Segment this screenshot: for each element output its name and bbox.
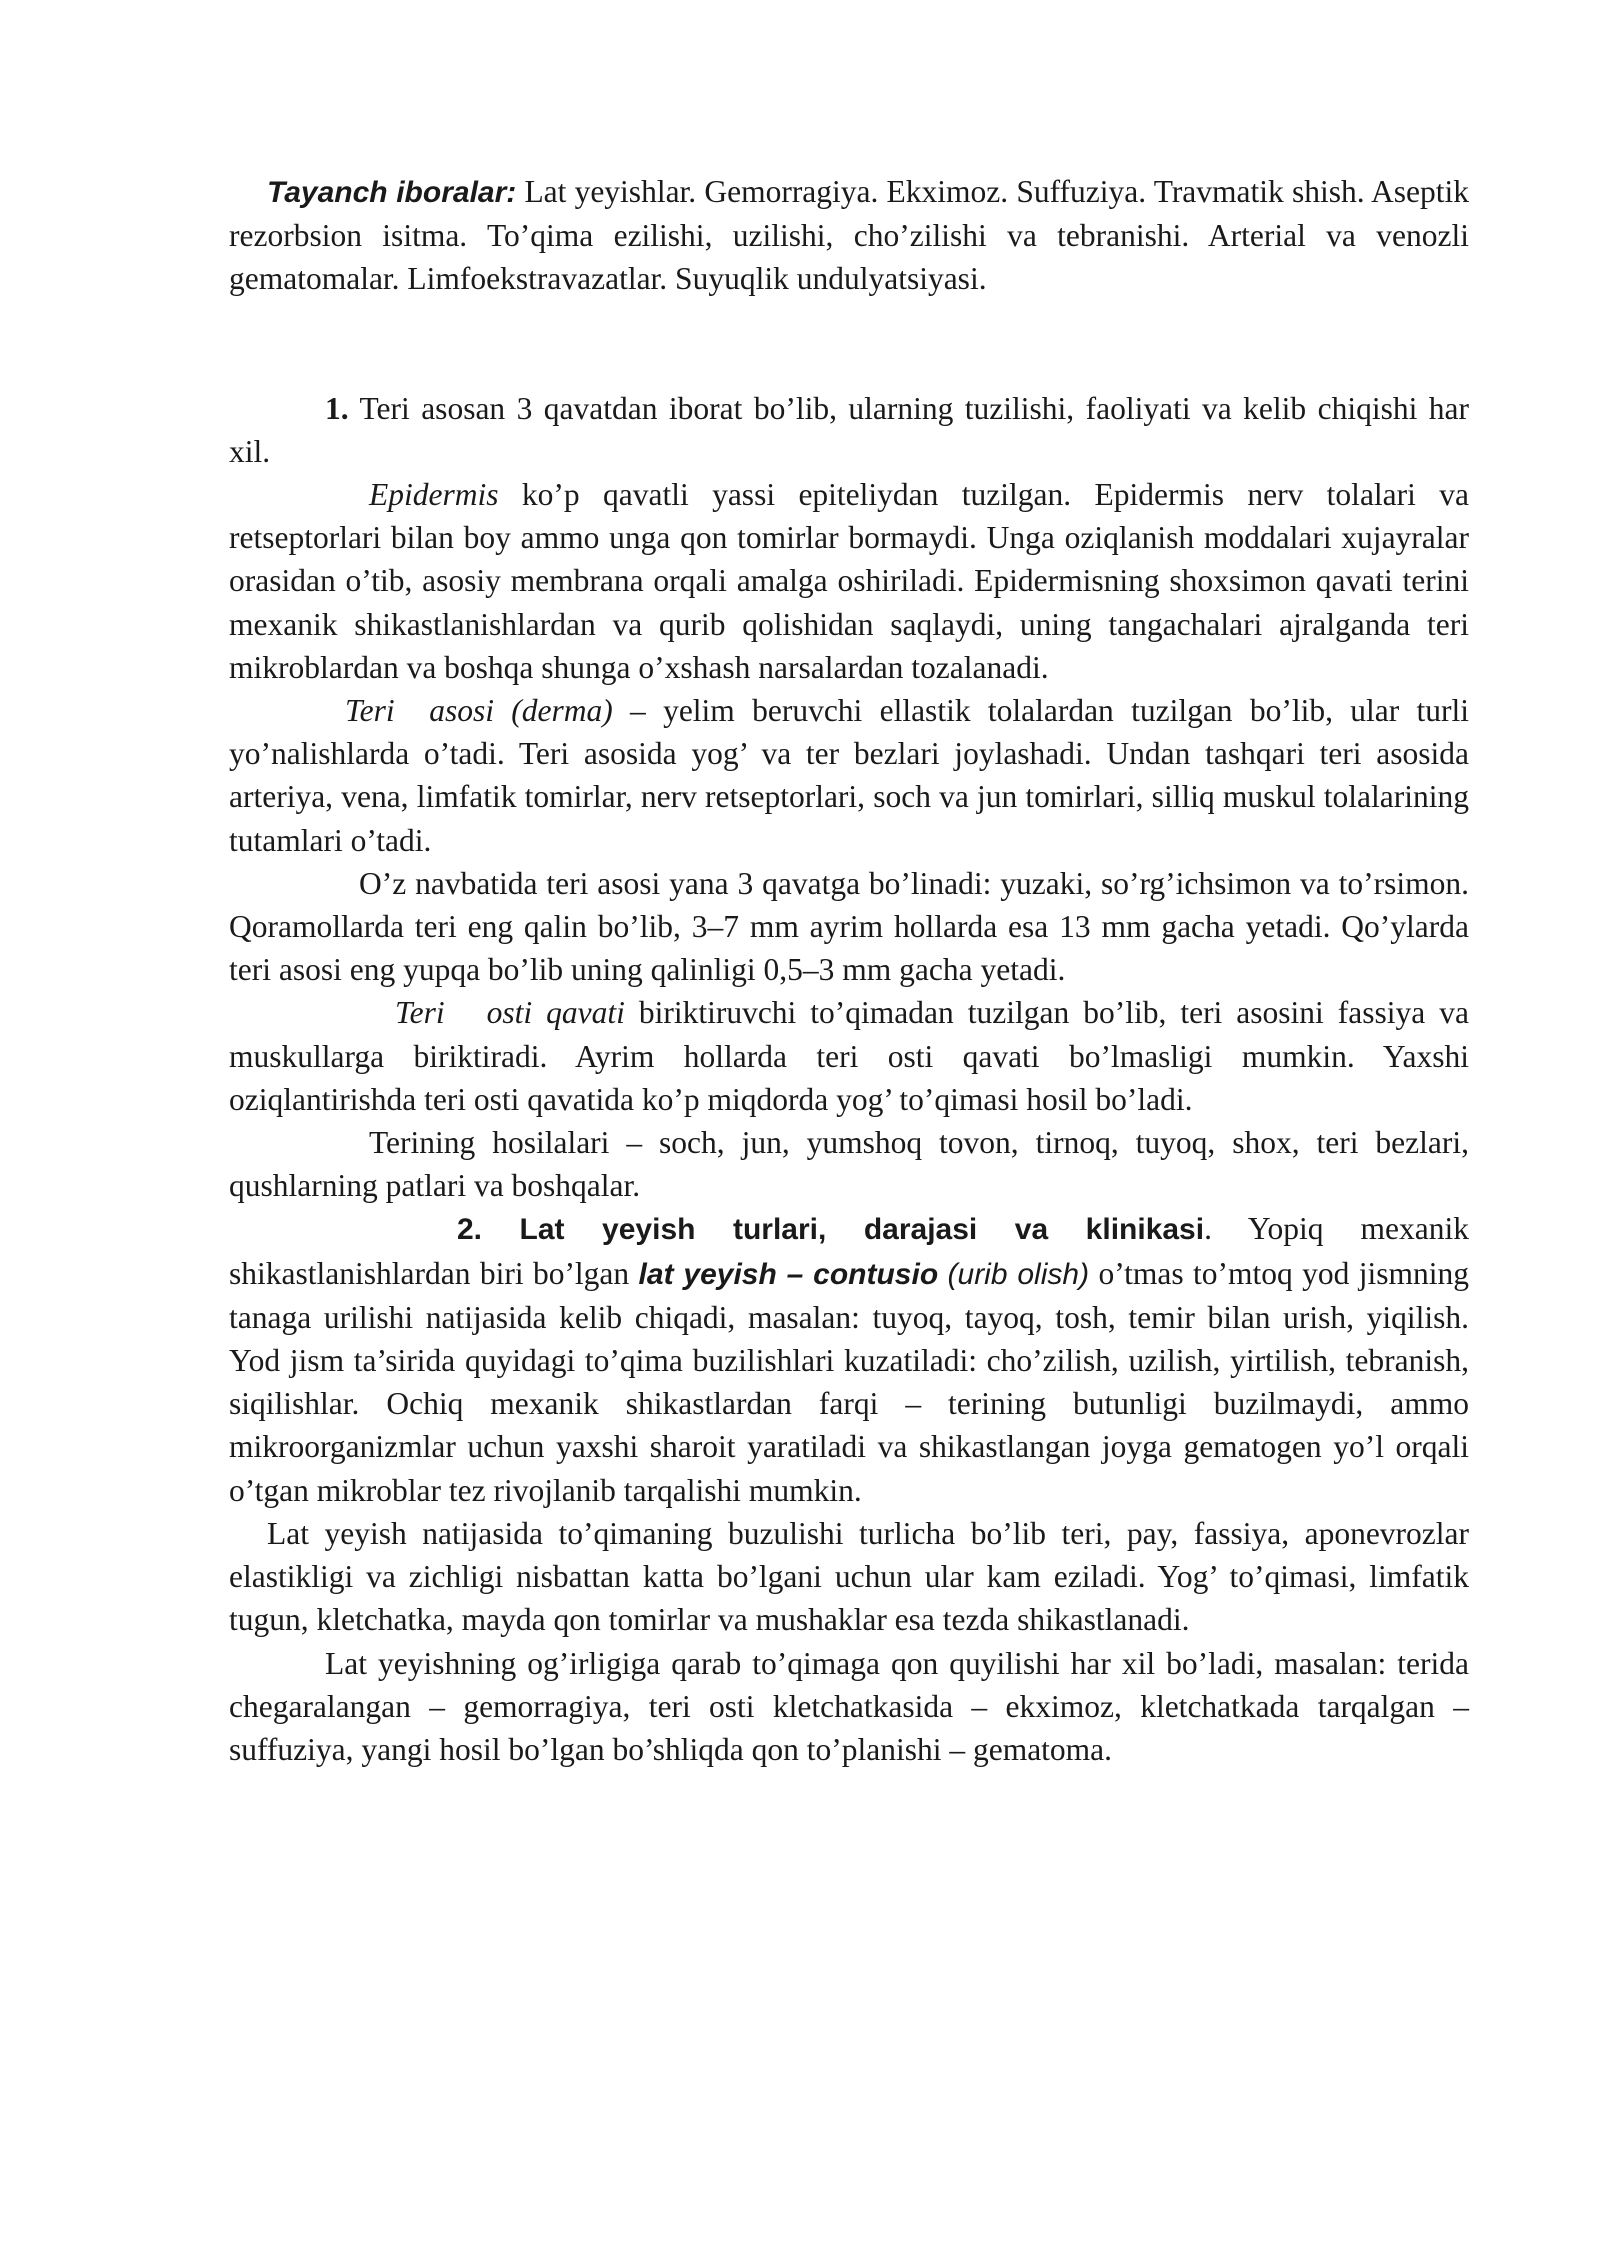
section1-intro-text: Teri asosan 3 qavatdan iborat bo’lib, ularning tuzilishi, faoliyati va kelib chiqishi har xil.	[229, 390, 1469, 469]
derma-text: – yelim beruvchi ellastik tolalardan tuzilgan bo’lib, ular turli yo’nalishlarda o’tadi. Teri asosida yog’ va ter bezlari joylashadi. Undan tashqari teri asosida arteriya, vena, limfatik tomirlar, nerv retseptorlari, soch va jun tomirlari, silliq muskul tolalarining tutamlari o’tadi.	[229, 693, 1470, 858]
tissue-damage-paragraph: Lat yeyish natijasida to’qimaning buzulishi turlicha bo’lib teri, pay, fassiya, aponevrozlar elastikligi va zichligi nisbattan katta bo’lgani uchun ular kam eziladi. Yog’ to’qimasi, limfatik tugun, kletchatka, mayda qon tomirlar va mushaklar esa tezda shikastlanadi.	[229, 1515, 1469, 1638]
keywords-text: Lat yeyishlar. Gemorragiya. Ekximoz. Suffuziya. Travmatik shish. Aseptik rezorbsion isitma. To’qima ezilishi, uzilishi, cho’zilishi va tebranishi. Arterial va venozli gematomalar. Limfoekstravazatlar. Suyuqlik undulyatsiyasi.	[229, 174, 1470, 297]
hemorrhage-types-paragraph: Lat yeyishning og’irligiga qarab to’qimaga qon quyilishi har xil bo’ladi, masalan: terida chegaralangan – gemorragiya, teri osti kletchatkasida – ekximoz, kletchatkada tarqalgan – suffuziya, yangi hosil bo’lgan bo’shliqda qon to’planishi – gematoma.	[229, 1645, 1469, 1767]
derma-paragraph	[229, 689, 1469, 862]
epidermis-paragraph	[229, 473, 1469, 689]
skin-derivatives-paragraph: Terining hosilalari – soch, jun, yumshoq tovon, tirnoq, tuyoq, shox, teri bezlari, qushlarning patlari va boshqalar.	[229, 1125, 1469, 1204]
section1-intro-paragraph	[229, 387, 1469, 473]
subcutis-term: Teri osti qavati	[395, 995, 625, 1031]
section2-heading: 2. Lat yeyish turlari, darajasi va klinikasi	[457, 1213, 1205, 1247]
derma-term: Teri asosi (derma)	[345, 693, 613, 729]
subcutis-paragraph	[229, 991, 1469, 1121]
epidermis-text: ko’p qavatli yassi epiteliydan tuzilgan. Epidermis nerv tolalari va retseptorlari bilan boy ammo unga qon tomirlar bormaydi. Unga oziqlanish moddalari xujayralar orasidan o’tib, asosiy membrana orqali amalga oshiriladi. Epidermisning shoxsimon qavati terini mexanik shikastlanishlardan va qurib qolishidan saqlaydi, uning tangachalari ajralganda teri mikroblardan va boshqa shunga o’xshash narsalardan tozalanadi.	[229, 477, 1469, 685]
contusio-note: (urib olish)	[947, 1257, 1090, 1291]
section2-text-after: o’tmas to’mtoq yod jismning tanaga urilishi natijasida kelib chiqadi, masalan: tuyoq, tayoq, tosh, temir bilan urish, yiqilish. Yod jism ta’sirida quyidagi to’qima buzilishlari kuzatiladi: cho’zilish, uzilish, yirtilish, tebranish, siqilishlar. Ochiq mexanik shikastlardan farqi – terining butunligi buzilmaydi, ammo mikroorganizmlar uchun yaxshi sharoit yaratiladi va shikastlangan joyga gematogen yo’l orqali o’tgan mikroblar tez rivojlanib tarqalishi mumkin.	[229, 1255, 1469, 1508]
epidermis-term: Epidermis	[369, 477, 499, 513]
subcutis-text: biriktiruvchi to’qimadan tuzilgan bo’lib, teri asosini fassiya va muskullarga biriktiradi. Ayrim hollarda teri osti qavati bo’lmasligi mumkin. Yaxshi oziqlantirishda teri osti qavatida ko’p miqdorda yog’ to’qimasi hosil bo’ladi.	[229, 995, 1469, 1117]
section2-text-before: Yopiq mexanik shikastlanishlardan biri bo’lgan	[229, 1211, 1469, 1291]
contusio-term: lat yeyish – contusio	[638, 1257, 939, 1291]
document-page	[229, 170, 1469, 1771]
section2-heading-end: .	[1204, 1211, 1212, 1247]
derma-layers-paragraph: O’z navbatida teri asosi yana 3 qavatga bo’linadi: yuzaki, so’rg’ichsimon va to’rsimon. Qoramollarda teri eng qalin bo’lib, 3–7 mm ayrim hollarda esa 13 mm gacha yetadi. Qo’ylarda teri asosi eng yupqa bo’lib uning qalinligi 0,5–3 mm gacha yetadi.	[229, 865, 1469, 988]
section1-number: 1.	[325, 390, 349, 426]
keywords-label: Tayanch iboralar:	[267, 176, 517, 209]
keywords-paragraph	[229, 170, 1469, 301]
section2-paragraph	[229, 1207, 1469, 1511]
